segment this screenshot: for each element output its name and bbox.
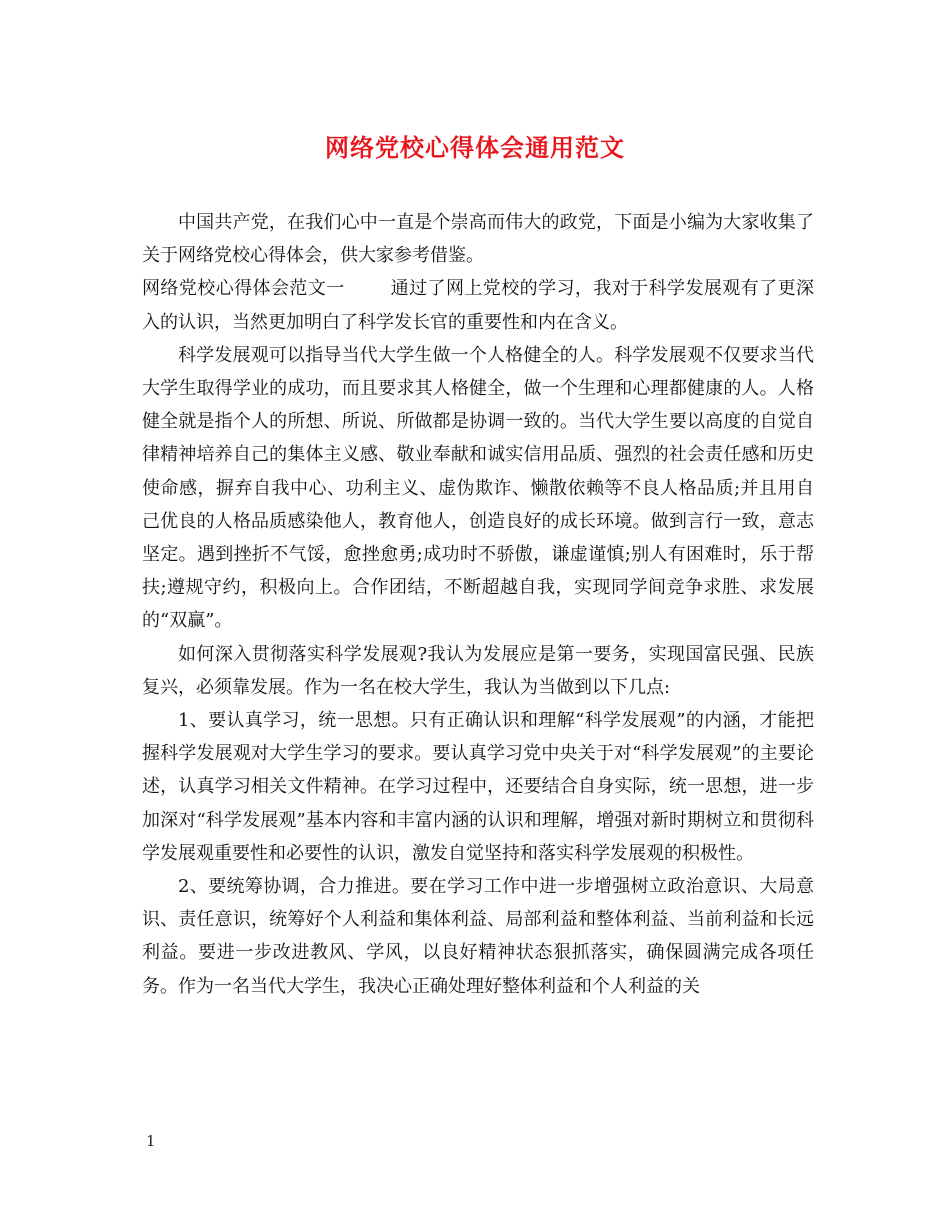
section-lead-paragraph xyxy=(142,272,814,338)
body-paragraph-1: 科学发展观可以指导当代大学生做一个人格健全的人。科学发展观不仅要求当代大学生取得学业的成功，而且要求其人格健全，做一个生理和心理都健康的人。人格健全就是指个人的所想、所说、所做都是协调一致的。当代大学生要以高度的自觉自律精神培养自己的集体主义感、敬业奉献和诚实信用品质、强烈的社会责任感和历史使命感，摒弃自我中心、功利主义、虚伪欺诈、懒散依赖等不良人格品质;并且用自己优良的人格品质感染他人，教育他人，创造良好的成长环境。做到言行一致，意志坚定。遇到挫折不气馁，愈挫愈勇;成功时不骄傲，谦虚谨慎;别人有困难时，乐于帮扶;遵规守约，积极向上。合作团结，不断超越自我，实现同学间竞争求胜、求发展的“双赢”。 xyxy=(142,344,814,632)
document-body xyxy=(142,206,814,1003)
body-paragraph-2: 如何深入贯彻落实科学发展观?我认为发展应是第一要务，实现国富民强、民族复兴，必须靠发展。作为一名在校大学生，我认为当做到以下几点: xyxy=(142,643,814,698)
section-lead-text: 通过了网上党校的学习，我对于科学发展观有了更深入的认识，当然更加明白了科学发长官的重要性和内在含义。 xyxy=(142,278,815,333)
body-paragraph-3: 1、要认真学习，统一思想。只有正确认识和理解“科学发展观”的内涵，才能把握科学发展观对大学生学习的要求。要认真学习党中央关于对“科学发展观”的主要论述，认真学习相关文件精神。在学习过程中，还要结合自身实际，统一思想，进一步加深对“科学发展观”基本内容和丰富内涵的认识和理解，增强对新时期树立和贯彻科学发展观重要性和必要性的认识，激发自觉坚持和落实科学发展观的积极性。 xyxy=(142,710,814,864)
document-title: 网络党校心得体会通用范文 xyxy=(325,133,625,162)
section-title: 网络党校心得体会范文一 xyxy=(142,278,345,300)
body-paragraph-4: 2、要统筹协调，合力推进。要在学习工作中进一步增强树立政治意识、大局意识、责任意识，统筹好个人利益和集体利益、局部利益和整体利益、当前利益和长远利益。要进一步改进教风、学风，以良好精神状态狠抓落实，确保圆满完成各项任务。作为一名当代大学生，我决心正确处理好整体利益和个人利益的关 xyxy=(142,876,814,997)
intro-paragraph: 中国共产党，在我们心中一直是个崇高而伟大的政党，下面是小编为大家收集了关于网络党校心得体会，供大家参考借鉴。 xyxy=(142,212,814,267)
page-number: 1 xyxy=(146,1132,156,1150)
